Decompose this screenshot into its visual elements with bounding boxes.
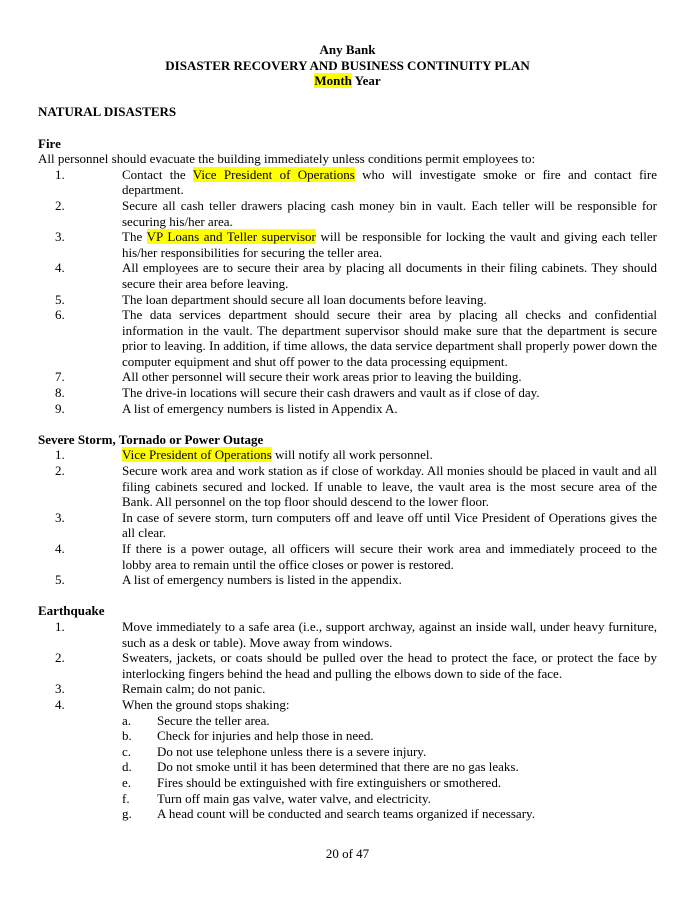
text-segment: Check for injuries and help those in need. — [157, 728, 374, 744]
doc-section — [38, 136, 657, 417]
document-title: DISASTER RECOVERY AND BUSINESS CONTINUITY PLAN — [165, 57, 530, 73]
subsection-heading: Severe Storm, Tornado or Power Outage — [38, 431, 264, 447]
list-marker: 8. — [55, 385, 65, 401]
list-item-text — [122, 510, 657, 541]
text-segment: Secure work area and work station as if close of workday. All monies should be placed in vault and all filing cabinets secured and locked. If unable to leave, the vault area is the most secure area of the Bank. All personnel on the top floor should descend to the lower floor. — [122, 463, 657, 510]
list-item-text — [122, 260, 657, 291]
list-marker: a. — [122, 712, 132, 728]
text-segment: When the ground stops shaking: — [122, 696, 290, 712]
list-marker: 6. — [55, 307, 65, 323]
list-item — [38, 681, 657, 697]
list-item — [38, 260, 657, 291]
text-segment: The drive-in locations will secure their cash drawers and vault as if close of day. — [122, 385, 540, 401]
subsection-heading: Earthquake — [38, 603, 105, 619]
list-item — [38, 198, 657, 229]
list-item-text — [157, 713, 270, 728]
text-segment: The data services department should secure their area by placing all checks and confidential information in the vault. The department supervisor should make sure that the department is secure prior to leaving. In addition, if time allows, the data service department shall properly power down the computer equipment and shut off power to the data processing equipment. — [122, 307, 657, 369]
list-item-text — [122, 463, 657, 509]
list-marker: 7. — [55, 369, 65, 385]
list-item — [38, 369, 657, 385]
text-segment: In case of severe storm, turn computers off and leave off until Vice President of Operations gives the all clear. — [122, 509, 657, 541]
sub-list-item — [38, 744, 657, 760]
list-item-text — [122, 572, 402, 587]
list-marker: 1. — [55, 618, 65, 634]
list-item — [38, 697, 657, 713]
section-heading-natural-disasters: NATURAL DISASTERS — [38, 104, 177, 120]
sub-list-item — [38, 791, 657, 807]
list-marker: 4. — [55, 260, 65, 276]
list-item-text — [122, 447, 433, 462]
text-segment: will notify all work personnel. — [271, 447, 433, 463]
list-item-text — [122, 541, 657, 572]
text-segment: A list of emergency numbers is listed in Appendix A. — [122, 400, 398, 416]
list-item — [38, 292, 657, 308]
list-marker: 3. — [55, 229, 65, 245]
text-segment: If there is a power outage, all officers will secure their work area and immediately proceed to the lobby area to remain until the office closes or power is restored. — [122, 541, 657, 572]
list-item — [38, 541, 657, 572]
list-item-text — [122, 619, 657, 650]
text-segment: Do not smoke until it has been determined that there are no gas leaks. — [157, 759, 519, 775]
list-marker: 3. — [55, 681, 65, 697]
document-header — [38, 42, 657, 89]
list-item — [38, 307, 657, 369]
list-item — [38, 463, 657, 510]
list-marker: 2. — [55, 197, 65, 213]
list-marker: 2. — [55, 463, 65, 479]
highlighted-phrase: Vice President of Operations — [192, 166, 355, 182]
list-item — [38, 167, 657, 198]
text-segment: A list of emergency numbers is listed in the appendix. — [122, 572, 402, 588]
text-segment: The loan department should secure all loan documents before leaving. — [122, 291, 487, 307]
list-item-text — [122, 229, 657, 260]
list-item-text — [122, 697, 290, 712]
list-item — [38, 510, 657, 541]
list-item — [38, 650, 657, 681]
text-segment: A head count will be conducted and search teams organized if necessary. — [157, 806, 535, 822]
text-segment: Remain calm; do not panic. — [122, 681, 266, 697]
text-segment: The — [122, 229, 147, 245]
list-marker: f. — [122, 790, 130, 806]
sub-list-item — [38, 775, 657, 791]
list-item — [38, 572, 657, 588]
text-segment: will be responsible for locking the vault and giving each teller his/her responsibilities for securing the teller area. — [122, 229, 657, 260]
list-item-text — [157, 759, 519, 774]
list-item-text — [157, 806, 535, 821]
subsection-heading: Fire — [38, 135, 61, 151]
list-marker: g. — [122, 806, 132, 822]
list-item-text — [157, 728, 374, 743]
sub-list-item — [38, 806, 657, 822]
list-marker: 5. — [55, 572, 65, 588]
highlighted-phrase: Vice President of Operations — [122, 447, 272, 463]
text-segment: Move immediately to a safe area (i.e., support archway, against an inside wall, under heavy furniture, such as a desk or table). Move away from windows. — [122, 618, 657, 650]
highlighted-phrase: VP Loans and Teller supervisor — [146, 229, 316, 245]
text-segment: Sweaters, jackets, or coats should be pulled over the head to protect the face, or protect the face by interlocking fingers behind the head and pulling the elbows down to side of the face. — [122, 650, 657, 681]
text-segment: Secure all cash teller drawers placing cash money bin in vault. Each teller will be responsible for securing his/her area. — [122, 197, 657, 229]
sub-list-item — [38, 759, 657, 775]
section-intro: All personnel should evacuate the building immediately unless conditions permit employees to: — [38, 151, 536, 167]
list-marker: 1. — [55, 447, 65, 463]
list-item-text — [122, 198, 657, 229]
list-item-text — [122, 167, 657, 198]
list-item-text — [122, 292, 487, 307]
text-segment: All other personnel will secure their work areas prior to leaving the building. — [122, 369, 522, 385]
list-marker: 5. — [55, 291, 65, 307]
list-item-text — [122, 681, 265, 696]
list-marker: 1. — [55, 166, 65, 182]
list-item-text — [157, 775, 501, 790]
list-item-text — [122, 369, 522, 384]
doc-section — [38, 432, 657, 588]
list-marker: 4. — [55, 541, 65, 556]
list-item — [38, 401, 657, 417]
list-item — [38, 447, 657, 463]
text-segment: who will investigate smoke or fire and contact fire department. — [122, 166, 657, 198]
list-marker: c. — [122, 743, 132, 759]
year-text: Year — [351, 73, 381, 89]
sub-list-item — [38, 728, 657, 744]
list-item — [38, 385, 657, 401]
list-item-text — [122, 650, 657, 681]
text-segment: Fires should be extinguished with fire extinguishers or smothered. — [157, 774, 502, 790]
text-segment: Do not use telephone unless there is a severe injury. — [157, 743, 427, 759]
text-segment: All employees are to secure their area by placing all documents in their filing cabinets. They should secure their area before leaving. — [122, 260, 657, 291]
list-item-text — [157, 744, 426, 759]
list-marker: 3. — [55, 509, 65, 525]
list-marker: 2. — [55, 650, 65, 666]
list-marker: d. — [122, 759, 132, 775]
doc-section — [38, 603, 657, 821]
bank-name: Any Bank — [319, 42, 376, 57]
list-marker: e. — [122, 774, 132, 790]
list-item-text — [122, 307, 657, 369]
list-item — [38, 229, 657, 260]
list-item — [38, 619, 657, 650]
list-item-text — [122, 385, 540, 400]
document-date-line — [38, 73, 657, 89]
list-marker: 9. — [55, 400, 65, 416]
month-placeholder-highlight: Month — [314, 73, 352, 89]
page-number: 20 of 47 — [325, 846, 370, 861]
list-marker: 4. — [55, 696, 65, 712]
list-marker: b. — [122, 728, 132, 744]
text-segment: Turn off main gas valve, water valve, and electricity. — [157, 790, 431, 806]
text-segment: Secure the teller area. — [157, 712, 270, 728]
list-item-text — [122, 401, 398, 416]
list-item-text — [157, 791, 431, 806]
text-segment: Contact the — [122, 166, 193, 182]
sections-container — [38, 136, 657, 822]
sub-list-item — [38, 713, 657, 729]
